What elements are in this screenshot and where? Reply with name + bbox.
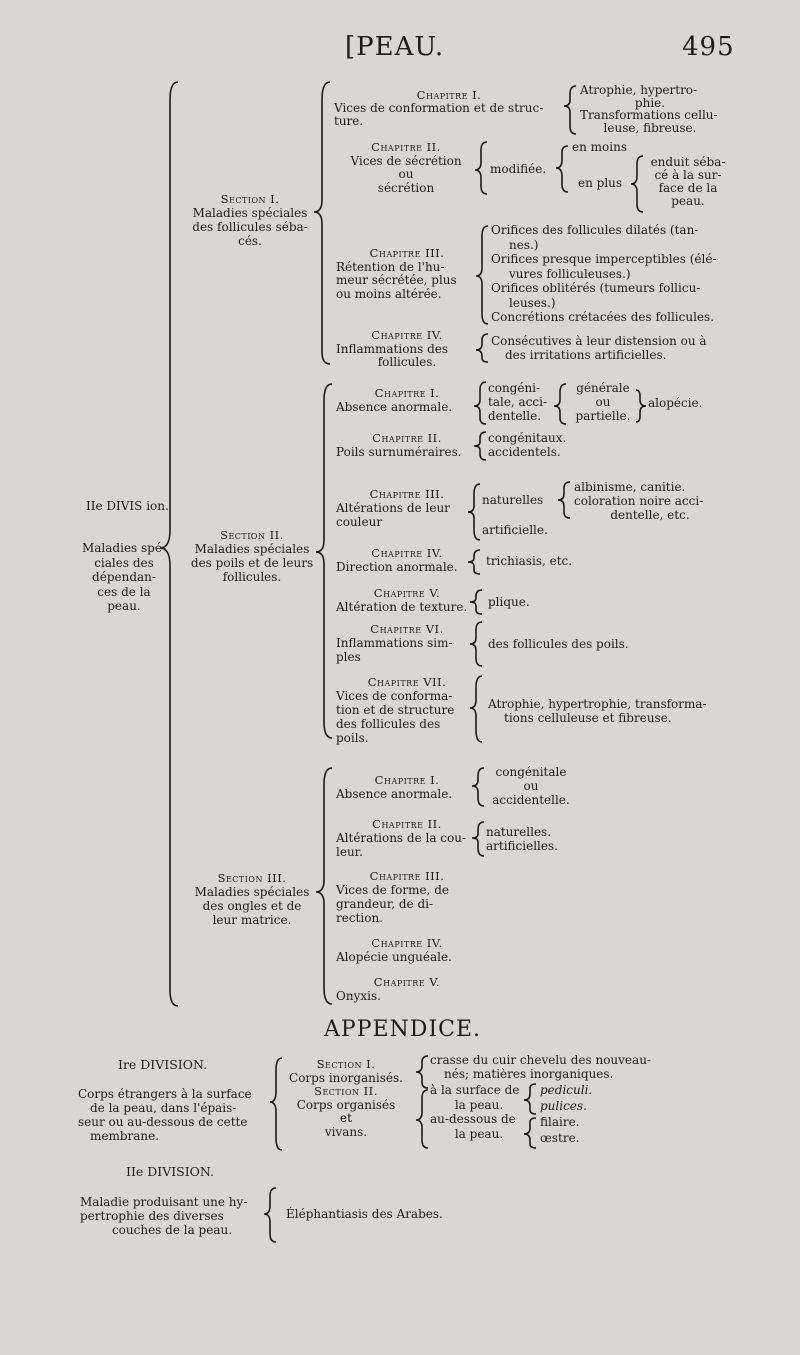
detail-s2c1a: congéni- tale, acci- dentelle.: [488, 381, 548, 423]
detail-s2c1b: générale ou partielle.: [575, 381, 631, 423]
chapter: Chapitre I. Vices de conformation et de struc- ture.: [334, 88, 544, 128]
detail-s1c3: Orifices des follicules dilatés (tan- nes.) Orifices presque imperceptibles (élé- vures folliculeuses.) Orifices oblitérés (tumeurs follicu- leuses.) Concrétions crétacées des follicules.: [491, 223, 717, 324]
chapter: Chapitre I. Absence anormale.: [336, 386, 453, 414]
detail-enduit: enduit séba- cé à la sur- face de la peau.: [650, 155, 726, 208]
appendix-div2-brace: [264, 1188, 276, 1242]
section-3: Section III. Maladies spéciales des ongles et de leur matrice.: [194, 871, 310, 927]
chapter: Chapitre IV. Alopécie unguéale.: [336, 936, 452, 964]
appendix-div2-item: Éléphantiasis des Arabes.: [286, 1207, 443, 1221]
appendix-div1-title: Ire DIVISION.: [118, 1057, 208, 1072]
chapter: Chapitre VII. Vices de conforma- tion et de structure des follicules des poils.: [336, 675, 455, 745]
running-head: [PEAU.: [345, 32, 445, 62]
division-title: IIe DIVIS ion.: [86, 499, 169, 513]
detail-en-moins: en moins: [572, 140, 627, 154]
chapter: Chapitre V. Altération de texture.: [336, 586, 468, 614]
chapter: Chapitre IV. Direction anormale.: [336, 546, 458, 574]
detail-naturelles: naturelles: [482, 493, 544, 507]
detail-s3c2: naturelles. artificielles.: [486, 825, 558, 853]
chapter: Chapitre III. Vices de forme, de grandeur, de di- rection.: [336, 869, 449, 925]
detail-s1c4: Consécutives à leur distension ou à des irritations artificielles.: [491, 334, 707, 362]
chapter: Chapitre IV. Inflammations des follicules.: [336, 328, 449, 369]
section-2: Section II. Maladies spéciales des poils et de leurs follicules.: [190, 528, 314, 584]
detail-s2c2: congénitaux. accidentels.: [488, 431, 567, 459]
detail-plique: plique.: [488, 595, 530, 609]
appendix-div1-brace: [270, 1058, 282, 1150]
appendix-title: APPENDICE.: [324, 1017, 482, 1042]
detail-artificielle: artificielle.: [482, 523, 548, 537]
division-desc: Maladies spé- ciales des dépendan- ces de la peau.: [81, 541, 167, 613]
appendix-organic-loc: à la surface de la peau. au-dessous de la peau.: [430, 1083, 520, 1141]
detail-modifiee: modifiée.: [490, 162, 547, 176]
chapter: Chapitre II. Poils surnuméraires.: [336, 431, 462, 459]
chapter: Chapitre II. Altérations de la cou- leur.: [336, 817, 467, 859]
appendix-organic-species: pediculi. pulices. filaire. œstre.: [540, 1083, 593, 1145]
appendix-div1-desc: Corps étrangers à la surface de la peau, dans l'épais- seur ou au-dessous de cette membrane.: [78, 1087, 252, 1143]
chapter: Chapitre I. Absence anormale.: [336, 773, 453, 801]
appendix-div2-title: IIe DIVISION.: [126, 1164, 215, 1179]
detail-alopecie: alopécie.: [648, 396, 703, 410]
chapter: Chapitre V. Onyxis.: [336, 975, 441, 1003]
detail-s1c1: Atrophie, hypertro- phie. Transformations cellu- leuse, fibreuse.: [580, 83, 718, 135]
chapter: Chapitre III. Altérations de leur couleur: [336, 487, 450, 529]
chapter: Chapitre VI. Inflammations sim- ples: [336, 622, 453, 664]
appendix-sections: Section I. Corps inorganisés. Section II. Corps organisés et vivans.: [289, 1057, 403, 1139]
detail-follicules-poils: des follicules des poils.: [488, 637, 629, 651]
detail-s2c3b: albinisme, canitie. coloration noire acci- dentelle, etc.: [574, 480, 704, 522]
page-number: 495: [682, 32, 735, 62]
detail-trichiasis: trichiasis, etc.: [486, 554, 573, 568]
detail-s2c7: Atrophie, hypertrophie, transforma- tions celluleuse et fibreuse.: [488, 697, 707, 725]
chapter: Chapitre III. Rétention de l'hu- meur sécrétée, plus ou moins altérée.: [336, 246, 457, 301]
detail-en-plus: en plus: [578, 176, 623, 190]
chapter: Chapitre II. Vices de sécrétion ou sécrétion: [350, 140, 462, 195]
detail-s3c1: congénitale ou accidentelle.: [492, 765, 570, 807]
appendix-inorganic: crasse du cuir chevelu des nouveau- nés; matières inorganiques.: [430, 1053, 651, 1081]
section-1: Section I. Maladies spéciales des follicules séba- cés.: [192, 192, 308, 248]
appendix-div2-desc: Maladie produisant une hy- pertrophie des diverses couches de la peau.: [80, 1195, 248, 1237]
